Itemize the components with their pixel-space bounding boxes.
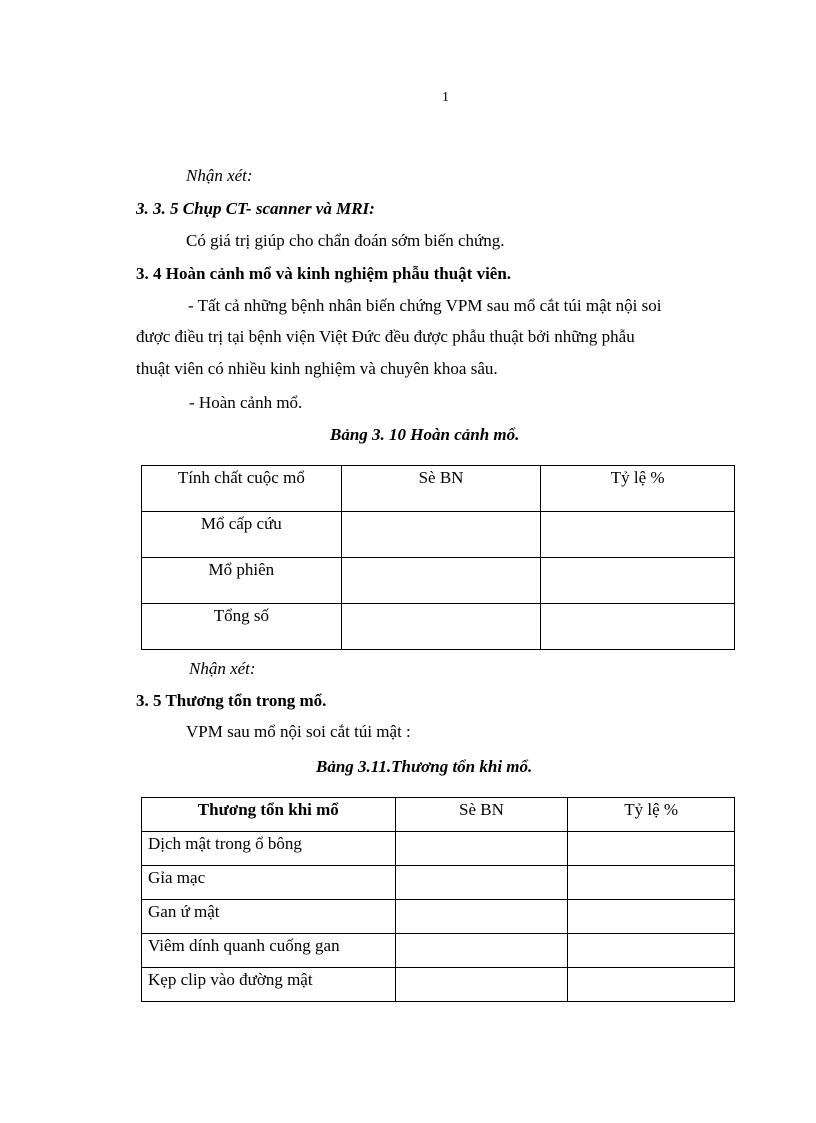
header-cell: Tỷ lệ % bbox=[541, 466, 735, 512]
ct-text: Có giá trị giúp cho chẩn đoán sớm biến chứng. bbox=[186, 231, 505, 250]
table-cell bbox=[341, 512, 541, 558]
table-cell bbox=[541, 558, 735, 604]
row-label: Tổng số bbox=[142, 604, 342, 650]
table-cell bbox=[395, 968, 568, 1002]
vpm-text: VPM sau mổ nội soi cắt túi mật : bbox=[186, 722, 411, 741]
page-number: 1 bbox=[442, 90, 449, 105]
para-line-3: thuật viên có nhiều kinh nghiệm và chuyên khoa sâu. bbox=[136, 359, 498, 378]
header-cell: Sè BN bbox=[395, 798, 568, 832]
table-cell bbox=[341, 604, 541, 650]
remark-1: Nhận xét: bbox=[186, 166, 253, 185]
para-line-2: được điều trị tại bệnh viện Việt Đức đều được phẫu thuật bởi những phẫu bbox=[136, 327, 635, 346]
table-row bbox=[142, 832, 735, 866]
table-cell bbox=[395, 900, 568, 934]
heading-3-4: 3. 4 Hoàn cảnh mổ và kinh nghiệm phẫu thuật viên. bbox=[136, 264, 512, 283]
heading-3-3-5: 3. 3. 5 Chụp CT- scanner và MRI: bbox=[136, 199, 375, 218]
table-header-row bbox=[142, 466, 735, 512]
table-row bbox=[142, 866, 735, 900]
table-cell bbox=[568, 900, 735, 934]
row-label: Dịch mật trong ổ bông bbox=[142, 832, 396, 866]
table-row bbox=[142, 900, 735, 934]
table-cell bbox=[395, 832, 568, 866]
table-cell bbox=[568, 866, 735, 900]
table-header-row bbox=[142, 798, 735, 832]
para-line-1: - Tất cả những bệnh nhân biến chứng VPM sau mổ cắt túi mật nội soi bbox=[188, 296, 662, 315]
header-cell: Thương tổn khi mổ bbox=[142, 798, 396, 832]
table-cell bbox=[568, 934, 735, 968]
table-cell bbox=[395, 934, 568, 968]
table-cell bbox=[541, 604, 735, 650]
row-label: Gỉa mạc bbox=[142, 866, 396, 900]
table-surgery-circumstances bbox=[141, 465, 735, 650]
table-row bbox=[142, 934, 735, 968]
header-cell: Sè BN bbox=[341, 466, 541, 512]
circumstance-text: - Hoàn cảnh mổ. bbox=[189, 393, 303, 412]
row-label: Viêm dính quanh cuống gan bbox=[142, 934, 396, 968]
table-cell bbox=[341, 558, 541, 604]
row-label: Gan ứ mật bbox=[142, 900, 396, 934]
table-cell bbox=[395, 866, 568, 900]
table-row bbox=[142, 604, 735, 650]
table-lesions bbox=[141, 797, 735, 1002]
table-row bbox=[142, 512, 735, 558]
table2-caption: Bảng 3.11.Thương tổn khi mổ. bbox=[316, 757, 533, 776]
table-row bbox=[142, 558, 735, 604]
remark-2: Nhận xét: bbox=[189, 659, 256, 678]
table-row bbox=[142, 968, 735, 1002]
row-label: Kẹp clip vào đường mật bbox=[142, 968, 396, 1002]
table-cell bbox=[541, 512, 735, 558]
row-label: Mổ cấp cứu bbox=[142, 512, 342, 558]
row-label: Mổ phiên bbox=[142, 558, 342, 604]
table-cell bbox=[568, 968, 735, 1002]
header-cell: Tỷ lệ % bbox=[568, 798, 735, 832]
table-cell bbox=[568, 832, 735, 866]
heading-3-5: 3. 5 Thương tổn trong mổ. bbox=[136, 691, 327, 710]
table1-caption: Bảng 3. 10 Hoàn cảnh mổ. bbox=[330, 425, 520, 444]
header-cell: Tính chất cuộc mổ bbox=[142, 466, 342, 512]
